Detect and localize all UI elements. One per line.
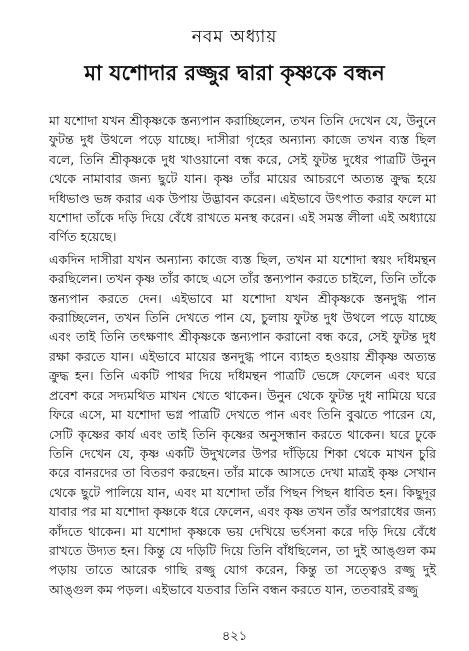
body-text — [49, 111, 436, 599]
chapter-label: নবম অধ্যায় — [191, 27, 278, 47]
page-number: ৪২১ — [221, 629, 248, 644]
paragraph-2: একদিন দাসীরা যখন অন্যান্য কাজে ব্যস্ত ছিল, তখন মা যশোদা স্বয়ং দধিমন্থন করছিলেন। তখন কৃষ্ণ তাঁর কাছে এসে তাঁর স্তন্যপান করতে চাইলে, তিনি তাঁকে স্তন্যপান করতে দেন। এইভাবে মা যশোদা যখন শ্রীকৃষ্ণকে স্তনদুগ্ধ পান করাচ্ছিলেন, তখন তিনি দেখতে পান যে, চুলায় ফুটন্ত দুধ উথলে পড়ে যাচ্ছে এবং তাই তিনি তৎক্ষণাৎ শ্রীকৃষ্ণকে স্তন্যপান করানো বন্ধ করে, সেই ফুটন্ত দুধ রক্ষা করতে যান। এইভাবে মায়ের স্তনদুগ্ধ পানে ব্যাহত হওয়ায় শ্রীকৃষ্ণ অত্যন্ত ক্রুদ্ধ হন। তিনি একটি পাথর দিয়ে দধিমন্থন পাত্রটি ভেঙ্গে ফেলেন এবং ঘরে প্রবেশ করে সদ্যমথিত মাখন খেতে থাকেন। উনুন থেকে ফুটন্ত দুধ নামিয়ে ঘরে ফিরে এসে, মা যশোদা ভগ্ন পাত্রটি দেখতে পান এবং তিনি বুঝতে পারেন যে, সেটি কৃষ্ণের কার্য এবং তাই তিনি কৃষ্ণের অনুসন্ধান করতে থাকেন। ঘরে ঢুকে তিনি দেখেন যে, কৃষ্ণ একটি উদুখলের উপর দাঁড়িয়ে শিকা থেকে মাখন চুরি করে বানরদের তা বিতরণ করছেন। তাঁর মাকে আসতে দেখা মাত্রই কৃষ্ণ সেখান থেকে ছুটে পালিয়ে যান, এবং মা যশোদা তাঁর পিছন পিছন ধাবিত হন। কিছুদূর যাবার পর মা যশোদা কৃষ্ণকে ধরে ফেলেন, এবং কৃষ্ণ তখন তাঁর অপরাধের জন্য কাঁদতে থাকেন। মা যশোদা কৃষ্ণকে ভয় দেখিয়ে ভর্ৎসনা করে দড়ি দিয়ে বেঁধে রাখতে উদ্যত হন। কিন্তু যে দড়িটি দিয়ে তিনি বাঁধছিলেন, তা দুই আঙ্গুল কম পড়ায় তাতে আরেক গাছি রজ্জু যোগ করেন, কিন্তু তা সত্ত্বেও রজ্জু দুই আঙ্গুল কম পড়ল। এইভাবে যতবার তিনি বন্ধন করতে যান, ততবারই রজ্জু — [49, 251, 436, 597]
chapter-title: মা যশোদার রজ্জুর দ্বারা কৃষ্ণকে বন্ধন — [84, 60, 385, 85]
paragraph-1: মা যশোদা যখন শ্রীকৃষ্ণকে স্তন্যপান করাচ্ছিলেন, তখন তিনি দেখেন যে, উনুনে ফুটন্ত দুধ উথলে পড়ে যাচ্ছে। দাসীরা গৃহের অন্যান্য কাজে তখন ব্যস্ত ছিল বলে, তিনি শ্রীকৃষ্ণকে দুধ খাওয়ানো বন্ধ করে, সেই ফুটন্ত দুধের পাত্রটি উনুন থেকে নামাবার জন্য ছুটে যান। কৃষ্ণ তাঁর মায়ের আচরণে অত্যন্ত ক্রুদ্ধ হয়ে দধিভাণ্ড ভঙ্গ করার এক উপায় উদ্ভাবন করেন। এইভাবে উৎপাত করার ফলে মা যশোদা তাঁকে দড়ি দিয়ে বেঁধে রাখতে মনস্থ করেন। এই সমস্ত লীলা এই অধ্যায়ে বর্ণিত হয়েছে। — [49, 113, 436, 245]
